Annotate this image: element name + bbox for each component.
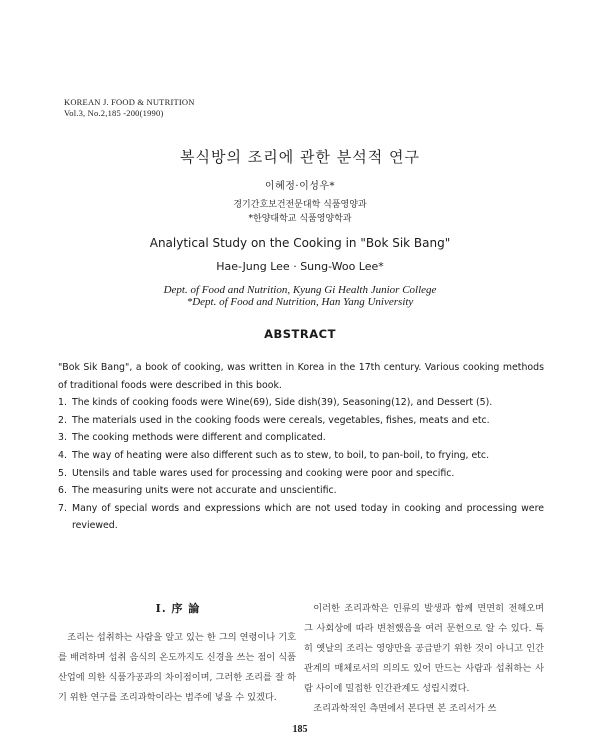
abstract-item-text: Utensils and table wares used for processing and cooking were poor and specific. (72, 467, 455, 479)
abstract-item-number: 4. (58, 449, 67, 461)
body-paragraph: 조리과학적인 측면에서 본다면 본 조리서가 쓰 (313, 703, 497, 714)
body-paragraph: 조리는 섭취하는 사람을 알고 있는 한 그의 연령이나 기호를 배려하며 섭취 음식의 온도까지도 신경을 쓰는 점이 식품산업에 의한 식품가공과의 차이점이며, 그러한 조리를 잘 하기 위한 연구를 조리과학이라는 범주에 넣을 수 있겠다. (58, 632, 296, 703)
body-paragraph: 이러한 조리과학은 인류의 발생과 함께 면면히 전해오며 그 사회상에 따라 변천했음을 여러 문헌으로 알 수 있다. 특히 옛날의 조리는 영양만을 공급받기 위한 것이 아니고 인간관계의 매체로서의 의의도 있어 만드는 사람과 섭취하는 사람 사이에 밀접한 인간관계도 성립시켰다. (304, 603, 544, 694)
abstract-item-text: The materials used in the cooking foods were cereals, vegetables, fishes, meats and etc. (72, 414, 490, 426)
page-number: 185 (292, 724, 308, 735)
abstract-heading: ABSTRACT (264, 327, 336, 341)
korean-title: 복식방의 조리에 관한 분석적 연구 (180, 148, 420, 166)
korean-affiliation-2: *한양대학교 식품영양학과 (248, 214, 352, 224)
abstract-item-text: Many of special words and expressions which are not used today in cooking and processing were reviewed. (72, 502, 544, 532)
abstract-item (58, 482, 544, 500)
abstract-item (58, 412, 544, 430)
body-left-column (58, 628, 296, 708)
abstract-item-text: The way of heating were also different such as to stew, to boil, to pan-boil, to frying, etc. (72, 449, 490, 461)
abstract-item (58, 500, 544, 535)
abstract-item-number: 6. (58, 485, 67, 497)
english-title: Analytical Study on the Cooking in "Bok Sik Bang" (149, 236, 451, 250)
section-heading: I. 序 論 (155, 602, 201, 615)
abstract-item (58, 394, 544, 412)
abstract-item-number: 3. (58, 432, 67, 444)
abstract-intro: "Bok Sik Bang", a book of cooking, was written in Korea in the 17th century. Various cooking methods of traditional foods were described in this book. (58, 362, 544, 391)
abstract-item-text: The kinds of cooking foods were Wine(69), Side dish(39), Seasoning(12), and Dessert (5). (72, 397, 493, 409)
journal-volume: Vol.3, No.2,185 -200(1990) (64, 108, 164, 118)
english-affiliation-2: *Dept. of Food and Nutrition, Han Yang University (186, 296, 414, 308)
journal-header (64, 97, 195, 119)
abstract-item-number: 2. (58, 414, 67, 426)
abstract-list (58, 394, 544, 535)
journal-name: KOREAN J. FOOD & NUTRITION (64, 97, 195, 107)
english-authors: Hae-Jung Lee · Sung-Woo Lee* (216, 260, 384, 273)
abstract-item (58, 429, 544, 447)
abstract-body (58, 359, 544, 535)
body-right-column (304, 599, 544, 719)
abstract-item (58, 465, 544, 483)
abstract-item-number: 1. (58, 397, 67, 409)
abstract-item (58, 447, 544, 465)
korean-authors: 이혜정·이성우* (264, 181, 336, 192)
abstract-item-text: The measuring units were not accurate and unscientific. (72, 485, 337, 497)
abstract-item-text: The cooking methods were different and complicated. (72, 432, 326, 444)
english-affiliation-1: Dept. of Food and Nutrition, Kyung Gi Health Junior College (163, 284, 437, 296)
abstract-item-number: 7. (58, 502, 67, 514)
korean-affiliation-1: 경기간호보건전문대학 식품영양과 (233, 200, 367, 210)
abstract-item-number: 5. (58, 467, 67, 479)
